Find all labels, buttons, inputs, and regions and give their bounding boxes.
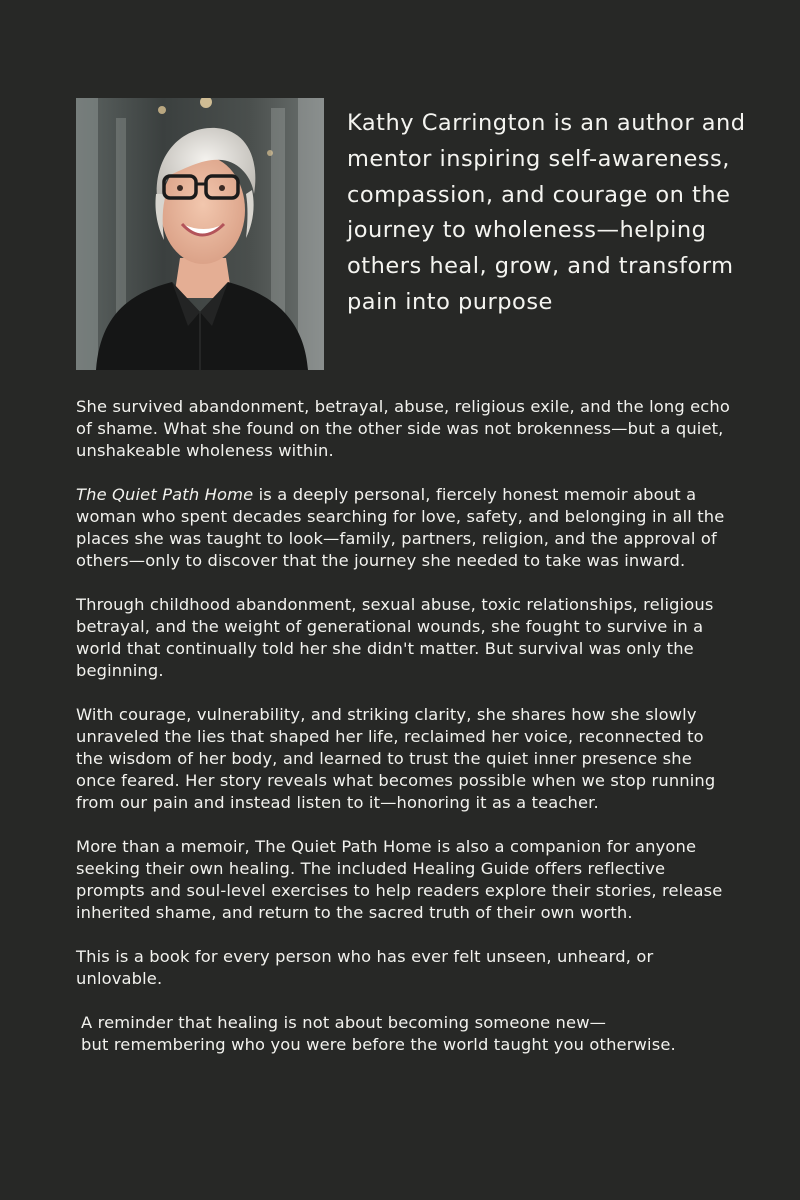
description-paragraph-2 bbox=[76, 484, 736, 572]
closing-line-2: but remembering who you were before the world taught you otherwise. bbox=[81, 1035, 676, 1054]
description-paragraph-4: With courage, vulnerability, and striking clarity, she shares how she slowly unraveled the lies that shaped her life, reclaimed her voice, reconnected to the wisdom of her body, and learned to trust the quiet inner presence she once feared. Her story reveals what becomes possible when we stop running from our pain and instead listen to it—honoring it as a teacher. bbox=[76, 705, 716, 812]
description-paragraph-1: She survived abandonment, betrayal, abuse, religious exile, and the long echo of shame. What she found on the other side was not brokenness—but a quiet, unshakeable wholeness within. bbox=[76, 397, 730, 460]
author-bio: Kathy Carrington is an author and mentor inspiring self-awareness, compassion, and courage on the journey to wholeness—helping others heal, grow, and transform pain into purpose bbox=[347, 110, 746, 315]
description-paragraph-5: More than a memoir, The Quiet Path Home is also a companion for anyone seeking their own healing. The included Healing Guide offers reflective prompts and soul-level exercises to help readers explore their stories, release inherited shame, and return to the sacred truth of their own worth. bbox=[76, 837, 723, 922]
book-description bbox=[76, 396, 736, 1078]
closing-line-1: A reminder that healing is not about becoming someone new— bbox=[81, 1013, 607, 1032]
book-title: The Quiet Path Home bbox=[76, 485, 254, 504]
portrait-illustration bbox=[76, 98, 324, 370]
author-portrait bbox=[76, 98, 324, 370]
description-paragraph-2-text: is a deeply personal, fiercely honest memoir about a woman who spent decades searching for love, safety, and belonging in all the places she was taught to look—family, partners, religion, and the approval of others—only to discover that the journey she needed to take was inward. bbox=[76, 485, 725, 570]
closing-reminder bbox=[76, 1012, 736, 1056]
description-paragraph-3: Through childhood abandonment, sexual abuse, toxic relationships, religious betrayal, and the weight of generational wounds, she fought to survive in a world that continually told her she didn't matter. But survival was only the beginning. bbox=[76, 595, 714, 680]
description-paragraph-6: This is a book for every person who has ever felt unseen, unheard, or unlovable. bbox=[76, 947, 654, 988]
